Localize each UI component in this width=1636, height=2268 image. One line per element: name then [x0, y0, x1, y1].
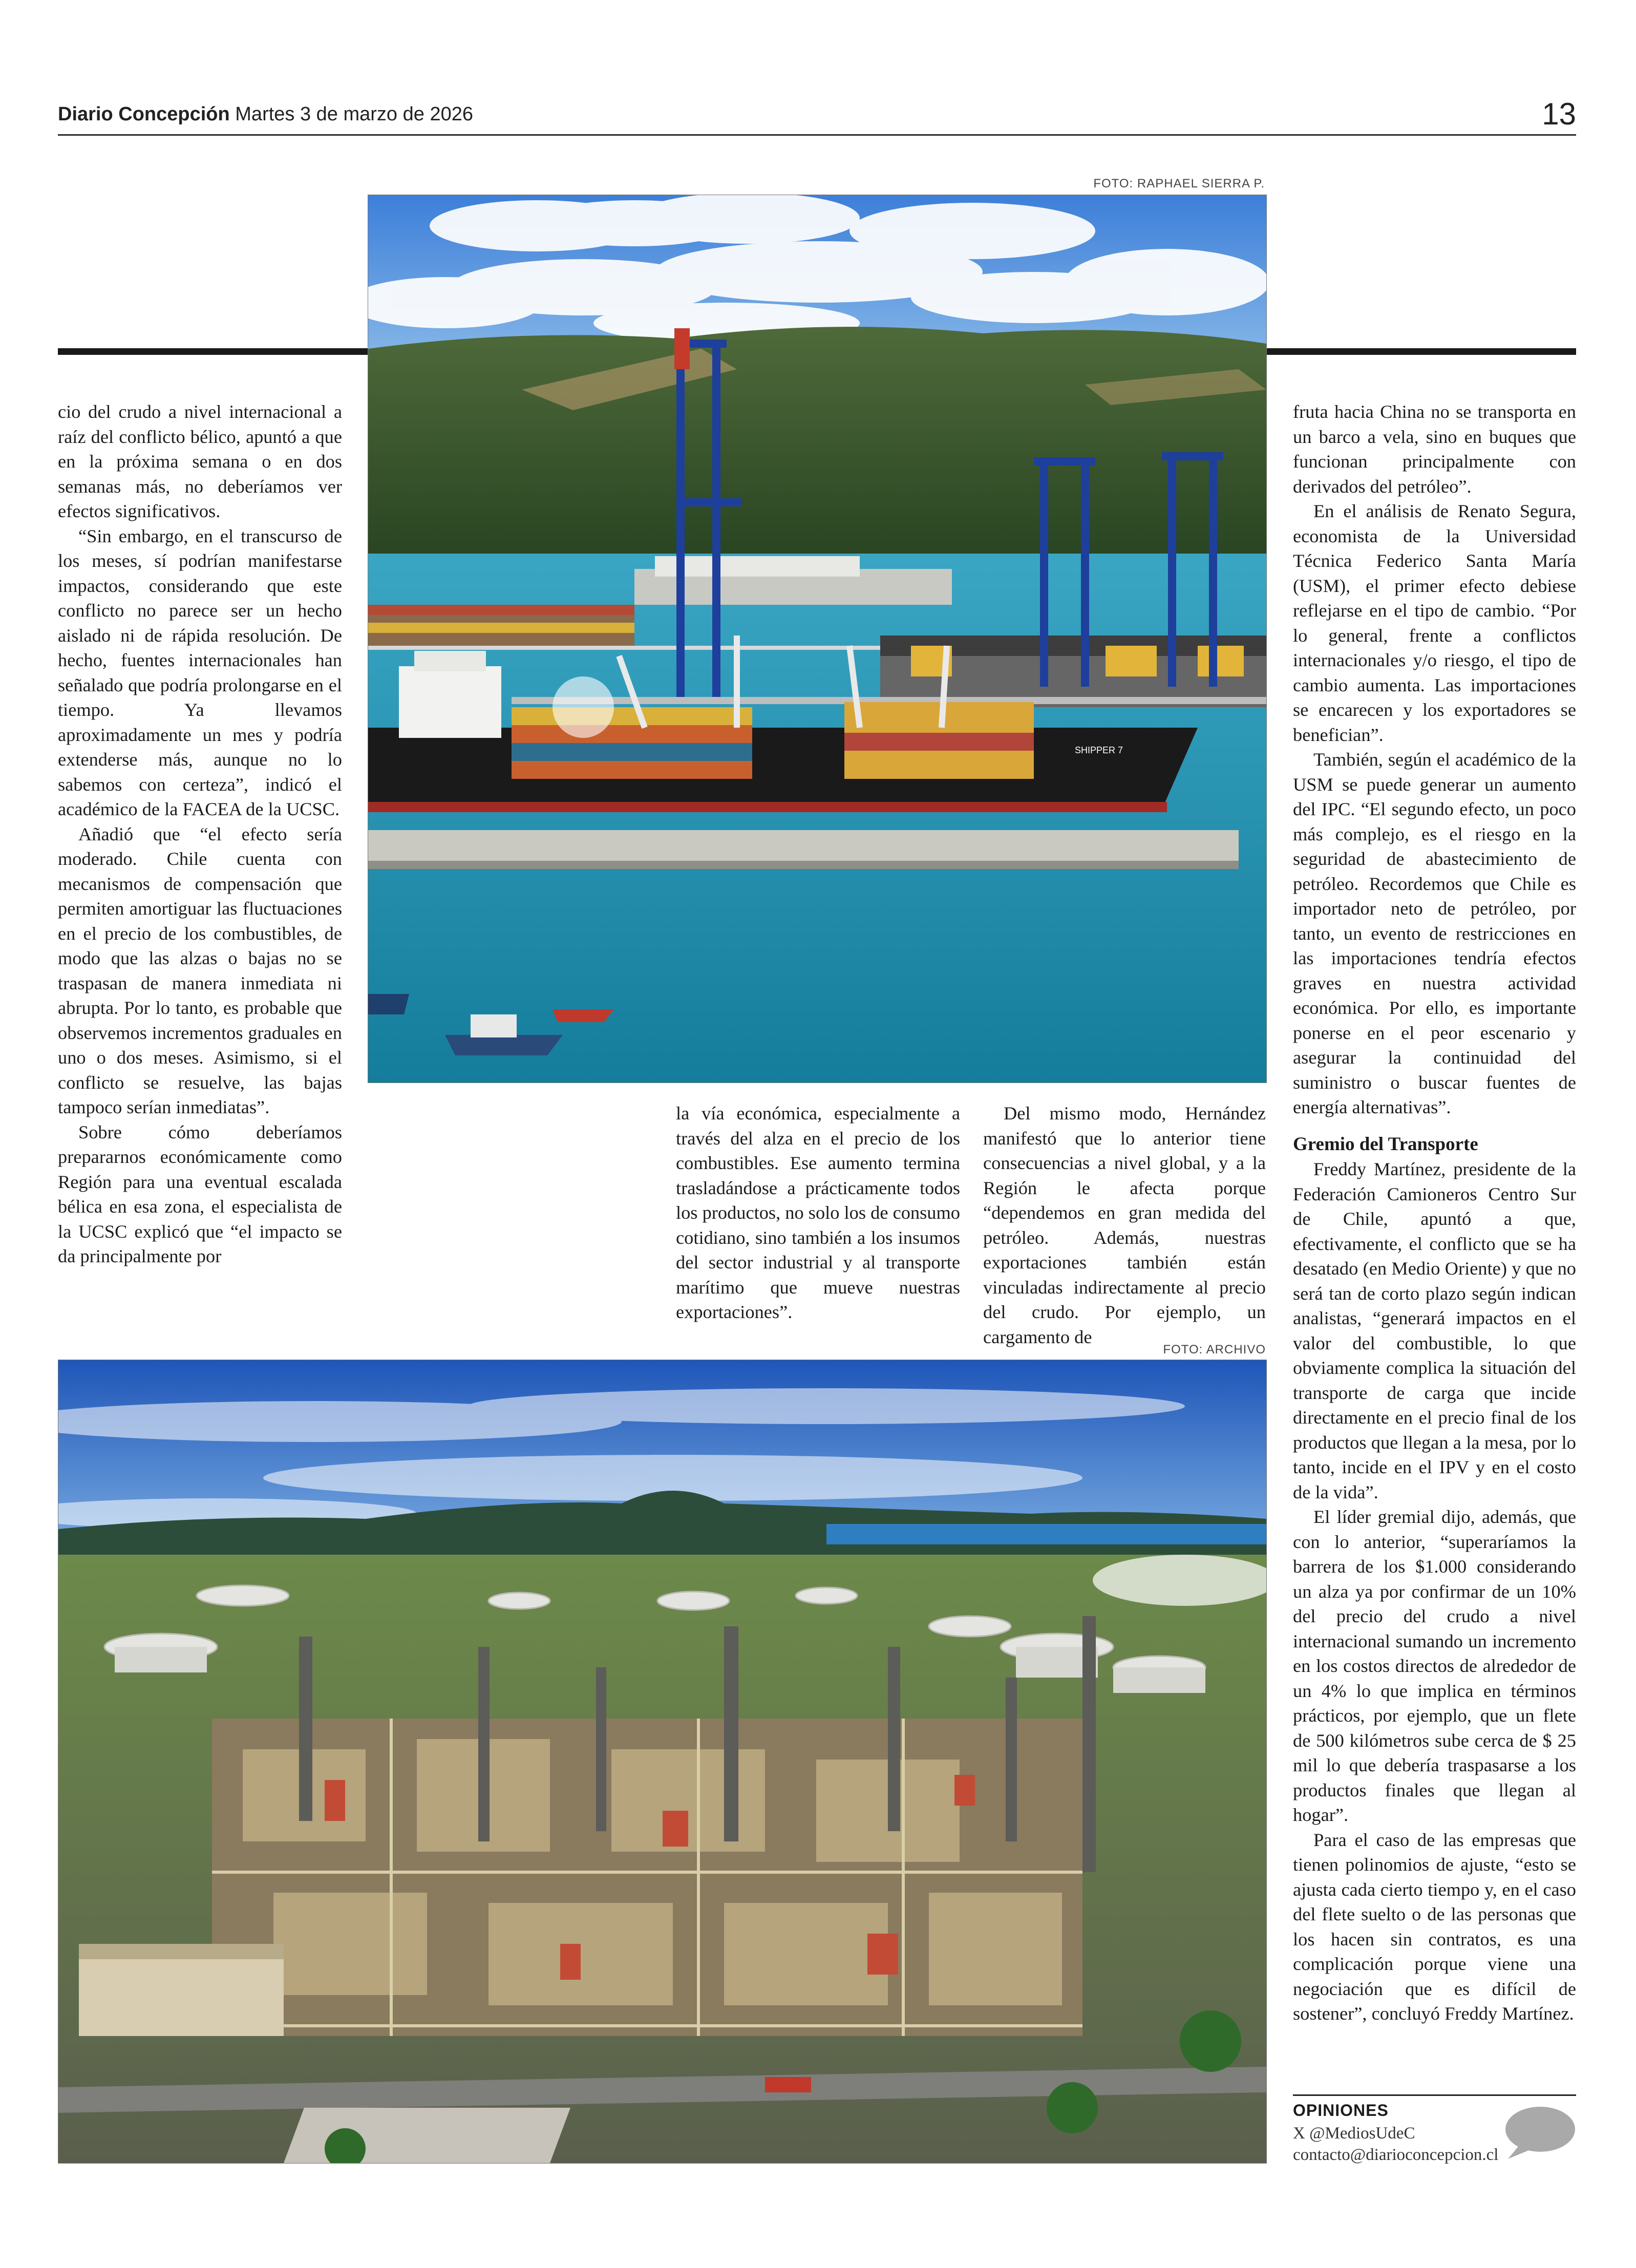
speech-bubble-icon: [1502, 2105, 1576, 2161]
col3-paragraph: Del mismo modo, Hernández manifestó que lo anterior tiene consecuencias a nivel global, y a la Región le afecta porque “dependemos en gran medida del petróleo. Además, nuestras exportaciones también están vinculadas indirectamente al precio del crudo. Por ejemplo, un cargamento de: [983, 1103, 1266, 1347]
column-4: [1293, 399, 1576, 2026]
port-photo: [368, 195, 1267, 1083]
subhead-transport-guild: Gremio del Transporte: [1293, 1133, 1478, 1155]
refinery-illustration: [58, 1360, 1266, 2163]
column-3: [983, 1101, 1266, 1349]
col4-paragraph: Para el caso de las empresas que tienen polinomios de ajuste, “esto se ajusta cada cierto tiempo y, en el caso del flete suelto o de las personas que los hacen sin contratos, es una complicación porque viene una negociación que es difícil de sostener”, concluyó Freddy Martínez.: [1293, 1829, 1576, 2024]
column-2: [676, 1101, 960, 1325]
opinions-rule: [1293, 2094, 1576, 2096]
photo-credit-port: FOTO: RAPHAEL SIERRA P.: [1093, 177, 1265, 190]
section-rule-left: [58, 348, 368, 355]
page-number: 13: [1542, 97, 1576, 131]
issue-date: Martes 3 de marzo de 2026: [235, 103, 473, 125]
col4-paragraph: En el análisis de Renato Segura, economista de la Universidad Técnica Federico Santa María (USM), el primer efecto debiese reflejarse en el tipo de cambio. “Por lo general, frente a conflictos internacionales y/o riesgo, el tipo de cambio aumenta. Las importaciones se encarecen y los exportadores se benefician”.: [1293, 501, 1576, 745]
opinions-title: OPINIONES: [1293, 2101, 1389, 2119]
col1-paragraph: cio del crudo a nivel internacional a raíz del conflicto bélico, apuntó a que en la próxima semana o en dos semanas más, no deberíamos ver efectos significativos.: [58, 401, 342, 521]
opinions-email[interactable]: contacto@diarioconcepcion.cl: [1293, 2146, 1499, 2164]
masthead: [58, 103, 473, 125]
col4-paragraph: El líder gremial dijo, además, que con lo anterior, “superaríamos la barrera de los $1.000 considerando un alza ya por confirmar de un 10% del precio del crudo a nivel internacional sumando un incremento en los costos directos de alrededor de un 4% lo que implica en términos prácticos, por ejemplo, que un flete de 500 kilómetros sube cerca de $ 25 mil lo que debería traspasarse a los productos finales que llegan al hogar”.: [1293, 1507, 1576, 1825]
paper-name: Diario Concepción: [58, 103, 230, 125]
section-rule-right: [1266, 348, 1576, 355]
col2-paragraph: la vía económica, especialmente a través del alza en el precio de los combustibles. Ese aumento termina trasladándose a prácticamente todos los productos, no solo los de consumo cotidiano, sino también a los insumos del sector industrial y al transporte marítimo que mueve nuestras exportaciones”.: [676, 1103, 960, 1322]
photo-credit-refinery: FOTO: ARCHIVO: [1163, 1343, 1266, 1356]
col4-paragraph: También, según el académico de la USM se puede generar un aumento del IPC. “El segundo efecto, un poco más complejo, es el riesgo en la seguridad de abastecimiento de petróleo. Recordemos que Chile es importador neto de petróleo, por tanto, un evento de restricciones en las importaciones tendría efectos graves en nuestra actividad económica. Por ello, es importante ponerse en el peor escenario y asegurar la continuidad del suministro o buscar fuentes de energía alternativas”.: [1293, 749, 1576, 1117]
ship-name: SHIPPER 7: [1075, 745, 1123, 755]
masthead-rule: [58, 134, 1576, 136]
opinions-social-handle[interactable]: X @MediosUdeC: [1293, 2124, 1415, 2143]
column-1: [58, 399, 342, 1269]
col1-paragraph: “Sin embargo, en el transcurso de los meses, sí podrían manifestarse impactos, considerando que este conflicto no parece ser un hecho aislado ni de rápida resolución. De hecho, fuentes internacionales han señalado que podría prolongarse en el tiempo. Ya llevamos aproximadamente un mes y podría extenderse más, aunque no lo sabemos con certeza”, indicó el académico de la FACEA de la UCSC.: [58, 525, 342, 819]
port-illustration: [368, 195, 1266, 1083]
col1-paragraph: Añadió que “el efecto sería moderado. Chile cuenta con mecanismos de compensación que permiten amortiguar las fluctuaciones en el precio de los combustibles, de modo que las alzas o bajas no se traspasan de manera inmediata ni abrupta. Por lo tanto, es probable que observemos incrementos graduales en uno o dos meses. Asimismo, si el conflicto se resuelve, las bajas tampoco serían inmediatas”.: [58, 823, 342, 1117]
col4-paragraph: fruta hacia China no se transporta en un barco a vela, sino en buques que funcionan principalmente con derivados del petróleo”.: [1293, 401, 1576, 497]
refinery-photo: [58, 1360, 1267, 2164]
col4-paragraph: Freddy Martínez, presidente de la Federación Camioneros Centro Sur de Chile, apuntó a que, efectivamente, el conflicto que se ha desatado (en Medio Oriente) y que no será tan de corto plazo según indican analistas, “generará impactos en el valor del combustible, lo que obviamente complica la situación del transporte de carga que incide directamente en el precio final de los productos que llegan a la mesa, por lo tanto, incide en el IPV y en el costo de la vida”.: [1293, 1159, 1576, 1502]
col1-paragraph: Sobre cómo deberíamos prepararnos económicamente como Región para una eventual escalada bélica en esa zona, el especialista de la UCSC explicó que “el impacto se da principalmente por: [58, 1121, 342, 1266]
